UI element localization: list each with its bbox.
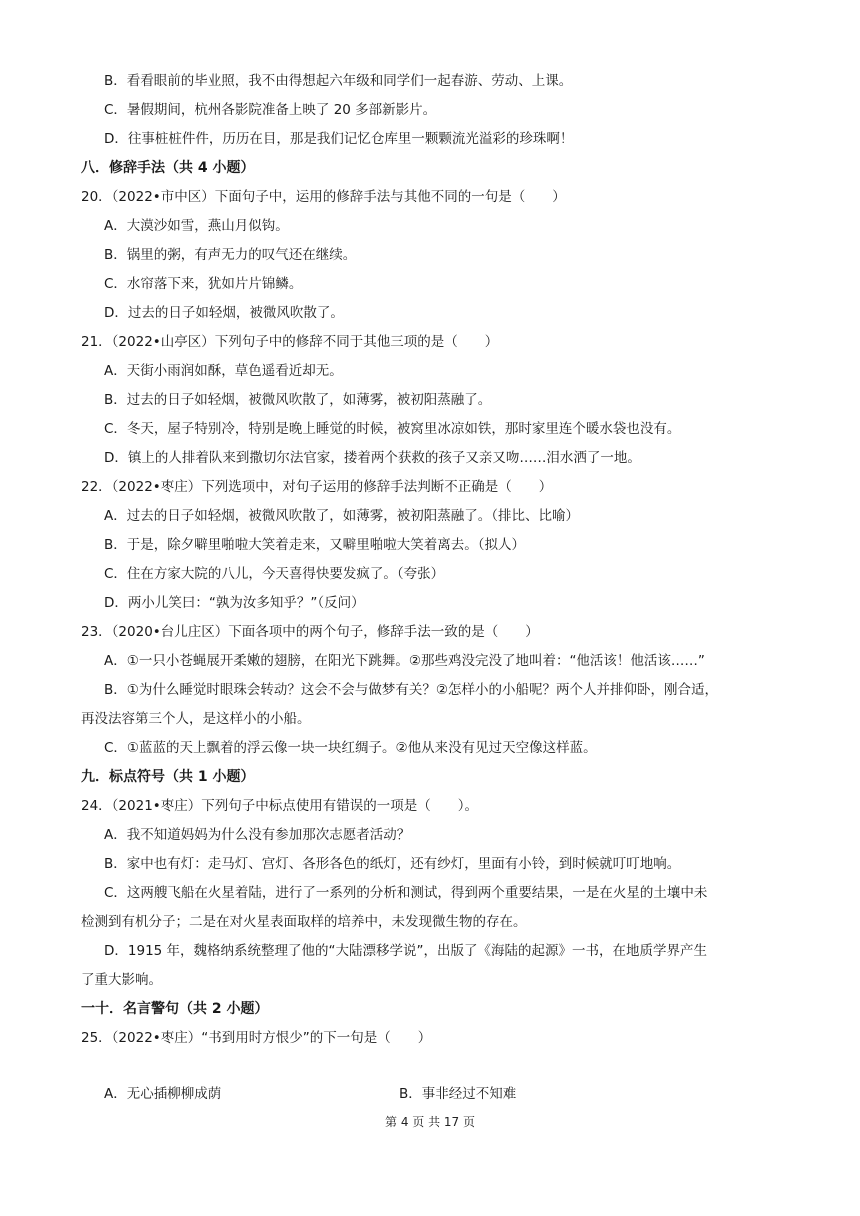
option-text: B．锅里的粥，有声无力的叹气还在继续。 xyxy=(104,247,357,263)
option-text: A．大漠沙如雪，燕山月似钩。 xyxy=(104,218,289,234)
option-text: C．冬天，屋子特别冷，特别是晚上睡觉的时候，被窝里冰凉如铁，那时家里连个暖水袋也没有。 xyxy=(104,421,681,437)
option-text: B．看看眼前的毕业照，我不由得想起六年级和同学们一起春游、劳动、上课。 xyxy=(104,73,573,89)
option-text: A．①一只小苍蝇展开柔嫩的翅膀，在阳光下跳舞。②那些鸡没完没了地叫着：“他活该！他活该……” xyxy=(104,653,705,669)
option-text: B．家中也有灯：走马灯、宫灯、各形各色的纸灯，还有纱灯，里面有小铃，到时候就叮叮地响。 xyxy=(104,856,681,872)
option-text: C．水帘落下来，犹如片片锦鳞。 xyxy=(104,276,303,292)
option-text: B．于是，除夕噼里啪啦大笑着走来，又噼里啪啦大笑着离去。（拟人） xyxy=(104,537,526,553)
option-text: C．住在方家大院的八儿，今天喜得快要发疯了。（夸张） xyxy=(104,566,445,582)
question-text: 22．（2022•枣庄）下列选项中，对句子运用的修辞手法判断不正确是（ ） xyxy=(81,479,553,495)
option-continuation: 再没法容第三个人，是这样小的小船。 xyxy=(81,711,311,727)
question-text: 24．（2021•枣庄）下列句子中标点使用有错误的一项是（ ）。 xyxy=(81,798,478,814)
option-text: D．1915 年，魏格纳系统整理了他的“大陆漂移学说”，出版了《海陆的起源》一书，在地质学界产生 xyxy=(104,943,708,959)
section-heading: 一十．名言警句（共 2 小题） xyxy=(81,1001,269,1017)
option-row xyxy=(0,1084,860,1104)
option-a: A．无心插柳柳成荫 xyxy=(104,1086,222,1102)
option-text: C．暑假期间，杭州各影院准备上映了 20 多部新影片。 xyxy=(104,102,437,118)
section-heading: 八．修辞手法（共 4 小题） xyxy=(81,160,255,176)
option-text: B．①为什么睡觉时眼珠会转动？这会不会与做梦有关？②怎样小的小船呢？两个人并排仰卧，刚合适， xyxy=(104,682,718,698)
question-text: 23．（2020•台儿庄区）下面各项中的两个句子，修辞手法一致的是（ ） xyxy=(81,624,539,640)
option-text: D．镇上的人排着队来到撒切尔法官家，搂着两个获救的孩子又亲又吻……泪水洒了一地。 xyxy=(104,450,641,466)
option-text: C．这两艘飞船在火星着陆，进行了一系列的分析和测试，得到两个重要结果，一是在火星的土壤中未 xyxy=(104,885,708,901)
page-footer: 第 4 页 共 17 页 xyxy=(385,1115,475,1129)
question-text: 25．（2022•枣庄）“书到用时方恨少”的下一句是（ ） xyxy=(81,1030,432,1046)
option-text: D．过去的日子如轻烟，被微风吹散了。 xyxy=(104,305,344,321)
option-continuation: 了重大影响。 xyxy=(81,972,162,988)
option-text: A．天街小雨润如酥，草色遥看近却无。 xyxy=(104,363,343,379)
option-text: A．我不知道妈妈为什么没有参加那次志愿者活动？ xyxy=(104,827,411,843)
option-text: B．过去的日子如轻烟，被微风吹散了，如薄雾，被初阳蒸融了。 xyxy=(104,392,492,408)
question-text: 21．（2022•山亭区）下列句子中的修辞不同于其他三项的是（ ） xyxy=(81,334,499,350)
option-text: A．过去的日子如轻烟，被微风吹散了，如薄雾，被初阳蒸融了。（排比、比喻） xyxy=(104,508,579,524)
option-text: D．往事桩桩件件，历历在目，那是我们记忆仓库里一颗颗流光溢彩的珍珠啊！ xyxy=(104,131,574,147)
section-heading: 九．标点符号（共 1 小题） xyxy=(81,769,255,785)
option-text: C．①蓝蓝的天上飘着的浮云像一块一块红绸子。②他从来没有见过天空像这样蓝。 xyxy=(104,740,597,756)
option-text: D．两小儿笑曰：“孰为汝多知乎？”（反问） xyxy=(104,595,365,611)
question-text: 20．（2022•市中区）下面句子中，运用的修辞手法与其他不同的一句是（ ） xyxy=(81,189,566,205)
option-b: B．事非经过不知难 xyxy=(399,1086,517,1102)
option-continuation: 检测到有机分子；二是在对火星表面取样的培养中，未发现微生物的存在。 xyxy=(81,914,527,930)
